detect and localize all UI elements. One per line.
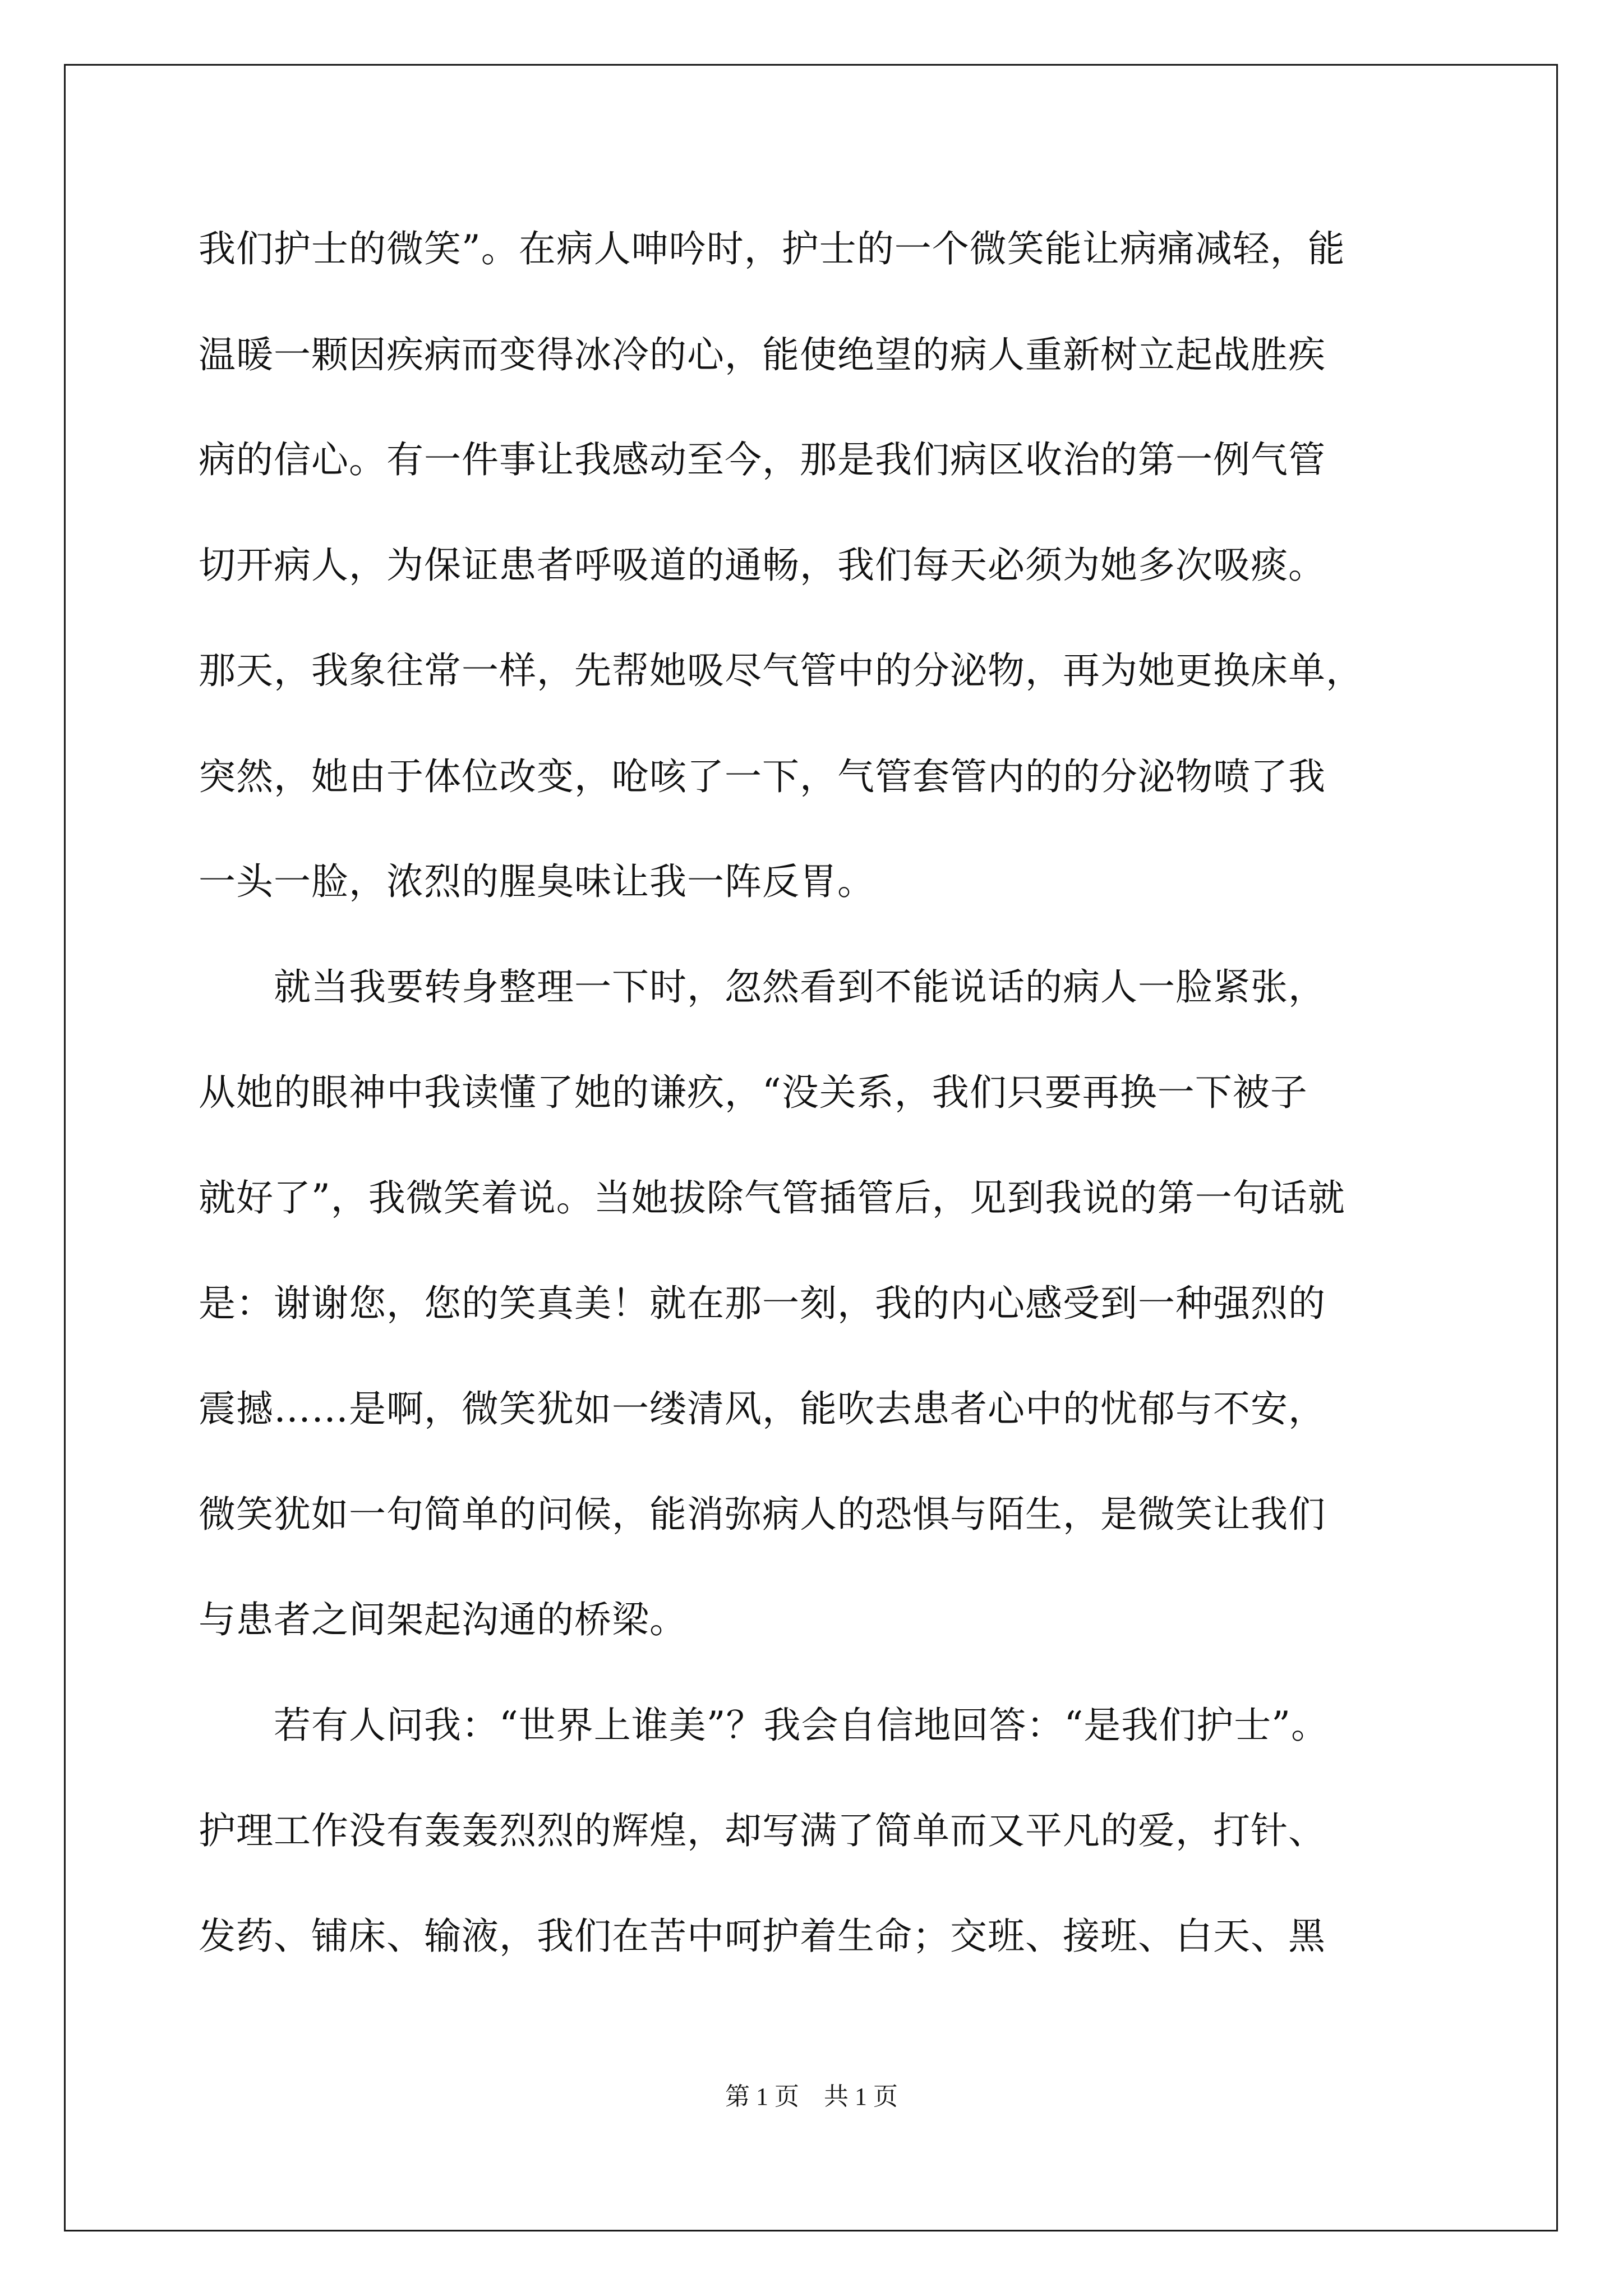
- text-line: 就好了”，我微笑着说。当她拔除气管插管后，见到我说的第一句话就: [199, 1176, 1345, 1220]
- text-line: 从她的眼神中我读懂了她的谦疚，“没关系，我们只要再换一下被子: [199, 1071, 1308, 1114]
- text-line: 就当我要转身整理一下时，忽然看到不能说话的病人一脸紧张，: [199, 965, 1326, 1009]
- text-line: 发药、铺床、输液，我们在苦中呵护着生命；交班、接班、白天、黑: [199, 1915, 1326, 1958]
- text-line: 突然，她由于体位改变，呛咳了一下，气管套管内的的分泌物喷了我: [199, 755, 1326, 798]
- page-border: [64, 64, 1558, 2231]
- text-line: 一头一脸，浓烈的腥臭味让我一阵反胃。: [199, 860, 875, 903]
- text-line: 病的信心。有一件事让我感动至今，那是我们病区收治的第一例气管: [199, 438, 1326, 481]
- text-line: 是：谢谢您，您的笑真美！就在那一刻，我的内心感受到一种强烈的: [199, 1282, 1326, 1325]
- text-line: 切开病人，为保证患者呼吸道的通畅，我们每天必须为她多次吸痰。: [199, 544, 1326, 587]
- text-line: 与患者之间架起沟通的桥梁。: [199, 1598, 687, 1641]
- text-line: 微笑犹如一句简单的问候，能消弥病人的恐惧与陌生，是微笑让我们: [199, 1493, 1326, 1536]
- text-line: 温暖一颗因疾病而变得冰冷的心，能使绝望的病人重新树立起战胜疾: [199, 333, 1326, 376]
- text-line: 震撼……是啊，微笑犹如一缕清风，能吹去患者心中的忧郁与不安，: [199, 1387, 1326, 1430]
- text-line: 那天，我象往常一样，先帮她吸尽气管中的分泌物，再为她更换床单，: [199, 649, 1363, 692]
- text-line: 护理工作没有轰轰烈烈的辉煌，却写满了简单而又平凡的爱，打针、: [199, 1809, 1326, 1852]
- text-line: 若有人问我：“世界上谁美”？我会自信地回答：“是我们护士”。: [199, 1704, 1329, 1747]
- page-number-footer: 第 1 页 共 1 页: [725, 2083, 898, 2110]
- text-line: 我们护士的微笑”。在病人呻吟时，护士的一个微笑能让病痛减轻，能: [199, 227, 1345, 270]
